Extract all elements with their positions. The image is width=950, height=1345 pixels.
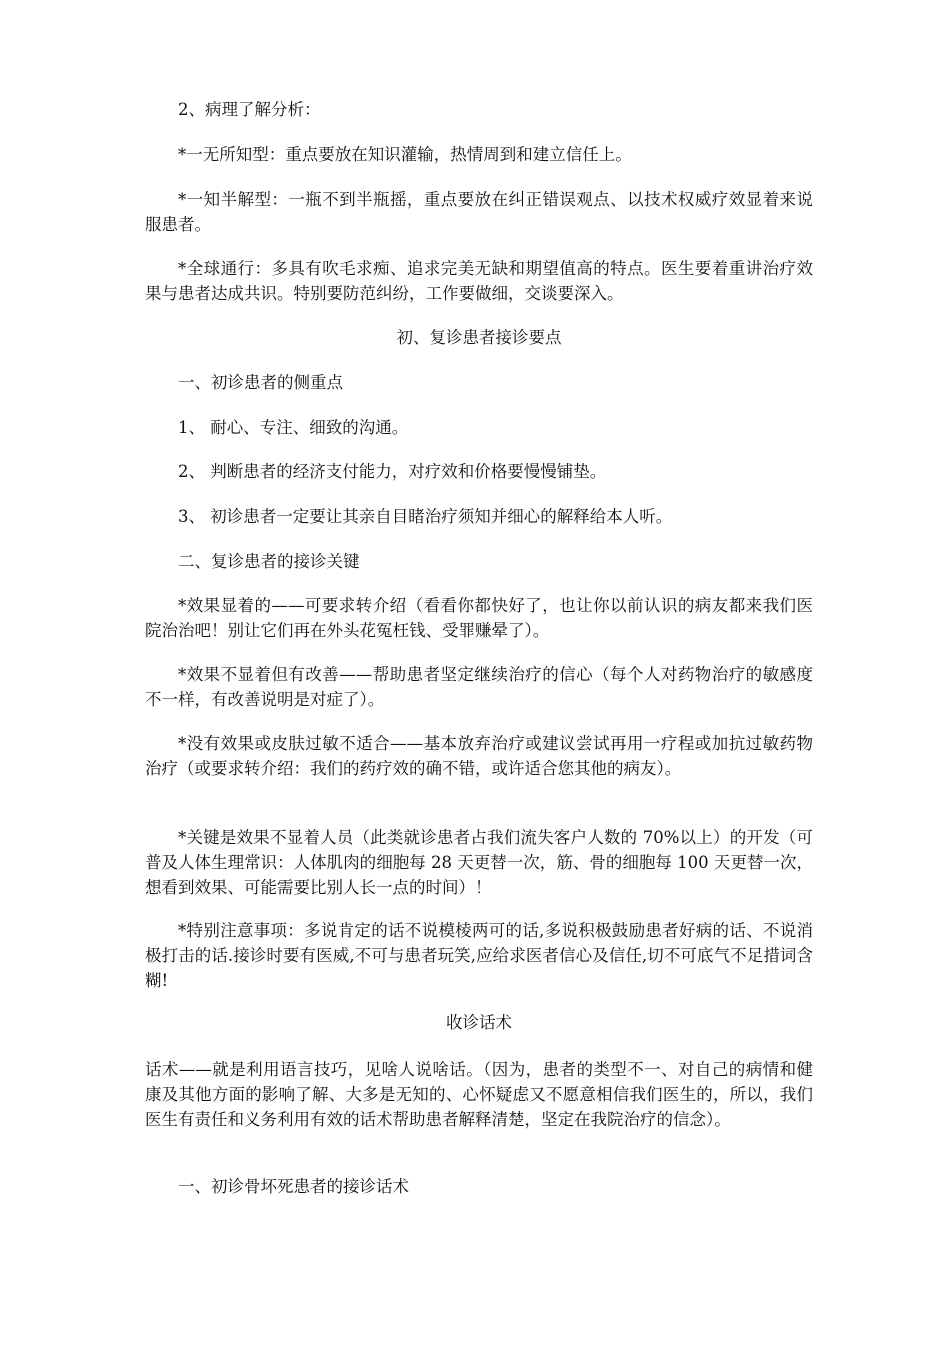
section-heading-return-visit: 二、复诊患者的接诊关键 — [178, 552, 360, 571]
title-admission-scripts: 收诊话术 — [446, 1013, 512, 1032]
paragraph-no-effect: *没有效果或皮肤过敏不适合——基本放弃治疗或建议尝试再用一疗程或加抗过敏药物治疗（或要求转介绍：我们的药疗效的确不错，或许适合您其他的病友）。 — [145, 734, 813, 778]
section-heading-first-visit-script: 一、初诊骨坏死患者的接诊话术 — [178, 1177, 409, 1196]
paragraph-universal-type: *全球通行：多具有吹毛求痴、追求完美无缺和期望值高的特点。医生要着重讲治疗效果与患者达成共识。特别要防范纠纷，工作要做细，交谈要深入。 — [145, 259, 813, 303]
title-visit-key-points: 初、复诊患者接诊要点 — [396, 328, 562, 347]
paragraph-half-knowledge-type: *一知半解型：一瓶不到半瓶摇，重点要放在纠正错误观点、以技术权威疗效显着来说服患者。 — [145, 190, 813, 234]
section-heading-pathology: 2、病理了解分析： — [178, 100, 321, 119]
list-item-2: 2、 判断患者的经济支付能力，对疗效和价格要慢慢铺垫。 — [178, 462, 607, 481]
paragraph-improving: *效果不显着但有改善——帮助患者坚定继续治疗的信心（每个人对药物治疗的敏感度不一样，有改善说明是对症了）。 — [145, 665, 813, 709]
list-item-1: 1、 耐心、专注、细致的沟通。 — [178, 418, 409, 437]
paragraph-effective: *效果显着的——可要求转介绍（看看你都快好了，也让你以前认识的病友都来我们医院治治吧！别让它们再在外头花冤枉钱、受罪赚晕了）。 — [145, 596, 813, 640]
paragraph-no-knowledge-type: *一无所知型：重点要放在知识灌输，热情周到和建立信任上。 — [178, 145, 632, 164]
paragraph-special-notes: *特别注意事项：多说肯定的话不说模棱两可的话,多说积极鼓励患者好病的话、不说消极打击的话.接诊时要有医威,不可与患者玩笑,应给求医者信心及信任,切不可底气不足措词含糊! — [145, 921, 813, 990]
section-heading-first-visit: 一、初诊患者的侧重点 — [178, 373, 343, 392]
list-item-3: 3、 初诊患者一定要让其亲自目睹治疗须知并细心的解释给本人听。 — [178, 507, 673, 526]
paragraph-key-development: *关键是效果不显着人员（此类就诊患者占我们流失客户人数的 70%以上）的开发（可普及人体生理常识：人体肌肉的细胞每 28 天更替一次，筋、骨的细胞每 100 天更替一次，想看到效果、可能需要比别人长一点的时间）！ — [145, 828, 813, 897]
paragraph-script-definition: 话术——就是利用语言技巧，见啥人说啥话。（因为，患者的类型不一、对自己的病情和健康及其他方面的影响了解、大多是无知的、心怀疑虑又不愿意相信我们医生的，所以，我们医生有责任和义务利用有效的话术帮助患者解释清楚，坚定在我院治疗的信念）。 — [145, 1060, 813, 1129]
